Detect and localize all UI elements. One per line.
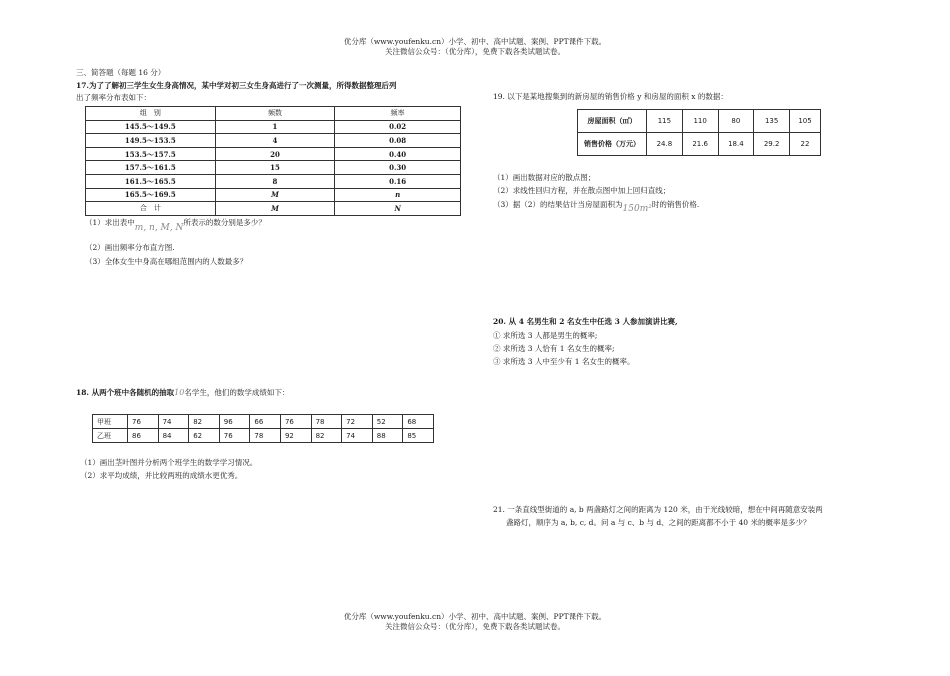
q17-sub-1-pre: （1）求出表中: [85, 218, 135, 227]
total-rate: N: [335, 202, 461, 216]
header-group: 组 别: [86, 107, 216, 121]
table-row-price: [578, 133, 821, 156]
table-row: [86, 147, 461, 161]
table-row: [86, 161, 461, 175]
score-cell: 96: [219, 415, 250, 429]
count-cell: 4: [215, 134, 335, 148]
page-footer: [0, 612, 950, 632]
row-label: 乙班: [93, 429, 128, 443]
count-cell: 15: [215, 161, 335, 175]
count-cell: M: [215, 188, 335, 202]
score-cell: 76: [219, 429, 250, 443]
score-cell: 62: [189, 429, 220, 443]
group-cell: 145.5～149.5: [86, 120, 216, 134]
table-row: [86, 134, 461, 148]
q17-sub-3: （3）全体女生中身高在哪组范围内的人数最多？: [85, 257, 248, 266]
score-cell: 78: [250, 429, 281, 443]
score-cell: 84: [158, 429, 189, 443]
group-cell: 161.5～165.5: [86, 174, 216, 188]
price-cell: 24.8: [647, 133, 683, 156]
header-line-1: 优分库（www.youfenku.cn）小学、初中、高中试题、案例、PPT课件下载。: [343, 37, 607, 46]
count-cell: 1: [215, 120, 335, 134]
q18-intro-post: 名学生，他们的数学成绩如下：: [184, 388, 290, 397]
price-cell: 22: [790, 133, 821, 156]
score-cell: 74: [342, 429, 373, 443]
header-frequency-count: 频数: [215, 107, 335, 121]
score-cell: 72: [342, 415, 373, 429]
q21-line-2: 盏路灯，顺序为 a, b, c, d。问 a 与 c、b 与 d、之间的距离都不小于 40 米的概率是多少？: [506, 518, 811, 527]
count-cell: 20: [215, 147, 335, 161]
q17-sub-1-math: m, n, M, N: [134, 223, 184, 233]
q17-intro-line-1: 17.为了了解初三学生女生身高情况，某中学对初三女生身高进行了一次测量，所得数据整理后列: [76, 81, 397, 90]
score-table: [92, 414, 434, 443]
q21-line-1: 21. 一条直线型街道的 a, b 两盏路灯之间的距离为 120 米，由于光线较暗，想在中间再随意安装两: [493, 505, 823, 514]
q20-sub-1: ① 求所选 3 人都是男生的概率;: [493, 331, 598, 340]
page-header: [0, 37, 950, 57]
rate-cell: 0.30: [335, 161, 461, 175]
score-cell: 88: [372, 429, 403, 443]
rate-cell: 0.16: [335, 174, 461, 188]
q19-sub-3-post: 时的销售价格.: [651, 200, 700, 209]
price-cell: 18.4: [718, 133, 754, 156]
group-cell: 149.5～153.5: [86, 134, 216, 148]
frequency-table: [85, 106, 461, 216]
table-row-area: [578, 110, 821, 133]
group-cell: 165.5～169.5: [86, 188, 216, 202]
table-row-class-b: [93, 429, 434, 443]
q17-intro-line-2: 出了频率分布表如下：: [76, 93, 151, 102]
score-cell: 68: [403, 415, 434, 429]
price-cell: 21.6: [682, 133, 718, 156]
q19-sub-3-math: 150m²: [622, 204, 652, 214]
rate-cell: 0.40: [335, 147, 461, 161]
footer-line-1: 优分库（www.youfenku.cn）小学、初中、高中试题、案例、PPT课件下载。: [343, 612, 607, 621]
rate-cell: 0.02: [335, 120, 461, 134]
table-row: [86, 120, 461, 134]
footer-line-2: 关注微信公众号：（优分库），免费下载各类试题试卷。: [385, 622, 565, 631]
q19-sub-3: [493, 200, 700, 214]
area-cell: 105: [790, 110, 821, 133]
row-label: 甲班: [93, 415, 128, 429]
area-cell: 110: [682, 110, 718, 133]
price-cell: 29.2: [754, 133, 790, 156]
area-cell: 135: [754, 110, 790, 133]
q18-intro-pre: 18. 从两个班中各随机的抽取: [76, 388, 175, 397]
q19-intro: 19. 以下是某地搜集到的新房屋的销售价格 y 和房屋的面积 x 的数据：: [493, 92, 728, 101]
table-row-class-a: [93, 415, 434, 429]
q17-sub-1-post: 所表示的数分别是多少？: [183, 218, 266, 227]
section-title: 三、简答题（每题 16 分）: [76, 68, 166, 77]
score-cell: 74: [158, 415, 189, 429]
house-table: [577, 109, 821, 156]
q17-sub-1: [85, 218, 266, 233]
score-cell: 86: [128, 429, 159, 443]
table-total-row: [86, 202, 461, 216]
frequency-table-header: [86, 107, 461, 121]
q20-sub-2: ② 求所选 3 人恰有 1 名女生的概率;: [493, 344, 615, 353]
q18-sub-2: （2）求平均成绩，并比较两班的成绩水更优秀。: [80, 471, 243, 480]
table-row: [86, 174, 461, 188]
q20-intro: 20. 从 4 名男生和 2 名女生中任选 3 人参加演讲比赛,: [493, 317, 678, 326]
total-label: 合 计: [86, 202, 216, 216]
score-cell: 85: [403, 429, 434, 443]
header-frequency-rate: 频率: [335, 107, 461, 121]
q19-sub-3-pre: （3）据（2）的结果估计当房屋面积为: [493, 200, 623, 209]
score-cell: 92: [280, 429, 311, 443]
score-cell: 76: [128, 415, 159, 429]
row-label: 房屋面积（㎡）: [578, 110, 647, 133]
q18-intro: [76, 388, 289, 398]
count-cell: 8: [215, 174, 335, 188]
area-cell: 80: [718, 110, 754, 133]
score-cell: 52: [372, 415, 403, 429]
score-cell: 76: [280, 415, 311, 429]
score-cell: 82: [311, 429, 342, 443]
row-label: 销售价格（万元）: [578, 133, 647, 156]
score-cell: 66: [250, 415, 281, 429]
score-cell: 82: [189, 415, 220, 429]
q17-sub-2: （2）画出频率分布直方图.: [85, 243, 175, 252]
q19-sub-2: （2）求线性回归方程，并在散点图中加上回归直线；: [493, 186, 671, 195]
q19-sub-1: （1）画出数据对应的散点图；: [493, 173, 596, 182]
group-cell: 153.5～157.5: [86, 147, 216, 161]
header-line-2: 关注微信公众号：（优分库），免费下载各类试题试卷。: [385, 47, 565, 56]
q20-sub-3: ③ 求所选 3 人中至少有 1 名女生的概率。: [493, 357, 635, 366]
table-row: [86, 188, 461, 202]
area-cell: 115: [647, 110, 683, 133]
q18-intro-num: 10: [174, 388, 185, 397]
total-count: M: [215, 202, 335, 216]
rate-cell: n: [335, 188, 461, 202]
group-cell: 157.5～161.5: [86, 161, 216, 175]
rate-cell: 0.08: [335, 134, 461, 148]
q18-sub-1: （1）画出茎叶图并分析两个班学生的数学学习情况。: [80, 458, 258, 467]
score-cell: 78: [311, 415, 342, 429]
